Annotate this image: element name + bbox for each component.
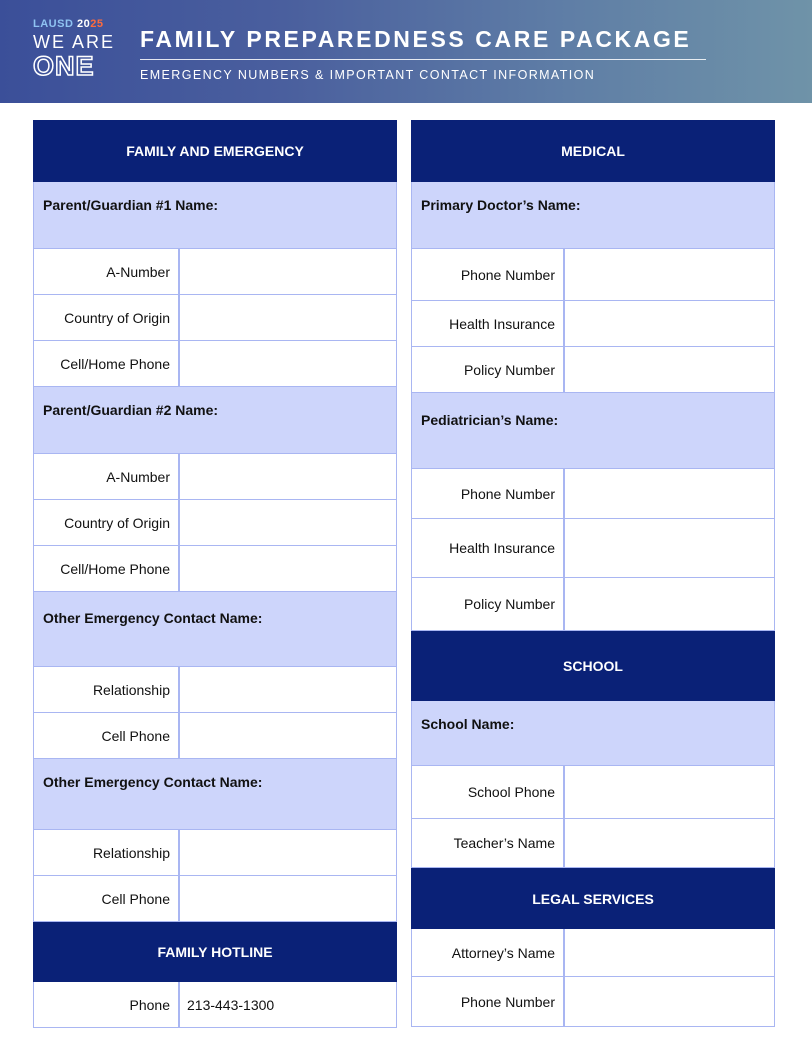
section-header-school: SCHOOL (411, 631, 775, 701)
field-label: Health Insurance (412, 301, 565, 346)
doctor-phone-field[interactable] (565, 249, 774, 300)
field-label: Country of Origin (34, 295, 180, 340)
field-label: Cell Phone (34, 713, 180, 758)
field-label: Phone (34, 982, 180, 1027)
guardian1-anumber-row (33, 249, 397, 295)
contact2-name-row: Other Emergency Contact Name: (33, 759, 397, 830)
section-header-hotline: FAMILY HOTLINE (33, 922, 397, 982)
pediatrician-name-row: Pediatrician’s Name: (411, 393, 775, 469)
pediatrician-policy-row (411, 578, 775, 631)
field-label: Cell/Home Phone (34, 341, 180, 386)
header-banner (0, 0, 812, 103)
logo-one: ONE (33, 51, 95, 81)
pediatrician-phone-row (411, 469, 775, 519)
attorney-name-field[interactable] (565, 929, 774, 976)
field-label: Health Insurance (412, 519, 565, 577)
guardian2-anumber-field[interactable] (180, 454, 396, 499)
section-header-legal: LEGAL SERVICES (411, 868, 775, 929)
hotline-phone-value: 213-443-1300 (187, 996, 275, 1013)
contact1-relationship-field[interactable] (180, 667, 396, 712)
medical-school-legal-column (411, 120, 775, 1027)
doctor-name-row: Primary Doctor’s Name: (411, 182, 775, 249)
pediatrician-policy-field[interactable] (565, 578, 774, 630)
contact2-relationship-field[interactable] (180, 830, 396, 875)
doctor-phone-row (411, 249, 775, 301)
guardian2-country-field[interactable] (180, 500, 396, 545)
guardian1-anumber-field[interactable] (180, 249, 396, 294)
guardian1-name-row: Parent/Guardian #1 Name: (33, 182, 397, 249)
contact1-relationship-row (33, 667, 397, 713)
page-title: FAMILY PREPAREDNESS CARE PACKAGE (140, 26, 692, 52)
logo-we-are: WE ARE (33, 32, 116, 52)
guardian1-phone-field[interactable] (180, 341, 396, 386)
pediatrician-insurance-field[interactable] (565, 519, 774, 577)
attorney-name-row (411, 929, 775, 977)
doctor-insurance-row (411, 301, 775, 347)
guardian2-anumber-row (33, 454, 397, 500)
doctor-policy-row (411, 347, 775, 393)
field-label: A-Number (34, 454, 180, 499)
field-label: Cell Phone (34, 876, 180, 921)
doctor-policy-field[interactable] (565, 347, 774, 392)
pediatrician-phone-field[interactable] (565, 469, 774, 518)
field-label: Phone Number (412, 977, 565, 1026)
field-label: Phone Number (412, 469, 565, 518)
attorney-phone-row (411, 977, 775, 1027)
contact2-phone-field[interactable] (180, 876, 396, 921)
section-header-medical: MEDICAL (411, 120, 775, 182)
field-label: Country of Origin (34, 500, 180, 545)
school-phone-field[interactable] (565, 766, 774, 818)
pediatrician-insurance-row (411, 519, 775, 578)
field-label: Phone Number (412, 249, 565, 300)
doctor-insurance-field[interactable] (565, 301, 774, 346)
logo-year: LAUSD 2025 (33, 18, 104, 30)
section-header-family: FAMILY AND EMERGENCY (33, 120, 397, 182)
attorney-phone-field[interactable] (565, 977, 774, 1026)
field-label: A-Number (34, 249, 180, 294)
field-label: Cell/Home Phone (34, 546, 180, 591)
family-emergency-column (33, 120, 397, 1028)
teacher-name-field[interactable] (565, 819, 774, 867)
guardian2-phone-row (33, 546, 397, 592)
field-label: Relationship (34, 667, 180, 712)
hotline-phone-row (33, 982, 397, 1028)
school-phone-row (411, 766, 775, 819)
contact1-name-row: Other Emergency Contact Name: (33, 592, 397, 667)
school-name-row: School Name: (411, 701, 775, 766)
page-subtitle: EMERGENCY NUMBERS & IMPORTANT CONTACT INFORMATION (140, 68, 596, 82)
guardian1-phone-row (33, 341, 397, 387)
guardian2-name-row: Parent/Guardian #2 Name: (33, 387, 397, 454)
guardian1-country-field[interactable] (180, 295, 396, 340)
contact1-phone-field[interactable] (180, 713, 396, 758)
teacher-name-row (411, 819, 775, 868)
title-divider (140, 59, 706, 60)
field-label: Teacher’s Name (412, 819, 565, 867)
field-label: Policy Number (412, 578, 565, 630)
lausd-logo (33, 18, 123, 80)
field-label: Relationship (34, 830, 180, 875)
contact1-phone-row (33, 713, 397, 759)
field-label: Attorney’s Name (412, 929, 565, 976)
contact2-relationship-row (33, 830, 397, 876)
guardian1-country-row (33, 295, 397, 341)
guardian2-country-row (33, 500, 397, 546)
guardian2-phone-field[interactable] (180, 546, 396, 591)
contact2-phone-row (33, 876, 397, 922)
field-label: School Phone (412, 766, 565, 818)
field-label: Policy Number (412, 347, 565, 392)
